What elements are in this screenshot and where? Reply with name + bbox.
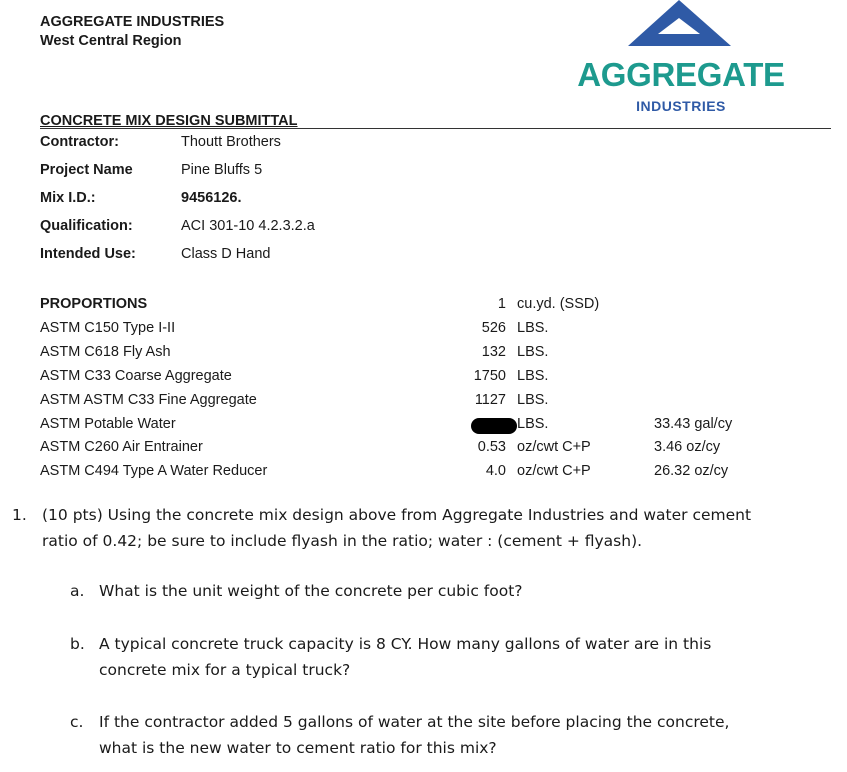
mix-id-value: 9456126. bbox=[181, 190, 242, 206]
part-label: c. bbox=[70, 713, 84, 731]
part-label: b. bbox=[70, 635, 85, 653]
part-text: What is the unit weight of the concrete per cubic foot? bbox=[99, 582, 523, 600]
project-name-label: Project Name bbox=[40, 162, 133, 178]
intended-use-value: Class D Hand bbox=[181, 246, 271, 262]
proportion-qty: 1750 bbox=[473, 368, 506, 384]
project-name-value: Pine Bluffs 5 bbox=[181, 162, 263, 178]
proportion-unit: oz/cwt C+P bbox=[517, 463, 591, 479]
proportion-name: ASTM C150 Type I-II bbox=[40, 320, 176, 336]
proportion-name: ASTM Potable Water bbox=[40, 416, 176, 432]
redacted-water-qty bbox=[471, 418, 517, 434]
proportion-unit: LBS. bbox=[517, 392, 549, 408]
contractor-label: Contractor: bbox=[40, 134, 119, 150]
question-text-line2: ratio of 0.42; be sure to include flyash in the ratio; water : (cement + flyash). bbox=[42, 532, 643, 550]
proportion-unit: LBS. bbox=[517, 368, 549, 384]
submittal-title: CONCRETE MIX DESIGN SUBMITTAL bbox=[40, 113, 298, 129]
proportion-name: ASTM ASTM C33 Fine Aggregate bbox=[40, 392, 257, 408]
company-region: West Central Region bbox=[40, 33, 182, 49]
company-name: AGGREGATE INDUSTRIES bbox=[40, 14, 225, 30]
proportions-header-qty: 1 bbox=[497, 296, 506, 312]
proportions-header-unit: cu.yd. (SSD) bbox=[517, 296, 600, 312]
contractor-value: Thoutt Brothers bbox=[181, 134, 281, 150]
proportion-qty: 0.53 bbox=[477, 439, 506, 455]
part-text-cont: concrete mix for a typical truck? bbox=[99, 661, 351, 679]
question-text-line1: (10 pts) Using the concrete mix design above from Aggregate Industries and water cement bbox=[42, 506, 752, 524]
proportion-qty: 4.0 bbox=[485, 463, 506, 479]
proportion-unit: oz/cwt C+P bbox=[517, 439, 591, 455]
logo-subtitle: INDUSTRIES bbox=[636, 98, 726, 114]
proportion-name: ASTM C618 Fly Ash bbox=[40, 344, 171, 360]
proportion-name: ASTM C260 Air Entrainer bbox=[40, 439, 203, 455]
part-text: If the contractor added 5 gallons of water at the site before placing the concrete, bbox=[99, 713, 730, 731]
qualification-label: Qualification: bbox=[40, 218, 133, 234]
proportion-extra: 33.43 gal/cy bbox=[654, 416, 733, 432]
proportion-unit: LBS. bbox=[517, 344, 549, 360]
proportion-unit: LBS. bbox=[517, 320, 549, 336]
proportion-name: ASTM C494 Type A Water Reducer bbox=[40, 463, 268, 479]
proportion-extra: 3.46 oz/cy bbox=[654, 439, 721, 455]
company-header bbox=[40, 13, 224, 51]
proportion-qty: 132 bbox=[481, 344, 506, 360]
question-number: 1. bbox=[12, 506, 27, 524]
header-divider bbox=[40, 128, 831, 129]
aggregate-logo bbox=[548, 0, 814, 124]
part-text-cont: what is the new water to cement ratio for this mix? bbox=[99, 739, 497, 757]
part-text: A typical concrete truck capacity is 8 CY. How many gallons of water are in this bbox=[99, 635, 712, 653]
mix-id-label: Mix I.D.: bbox=[40, 190, 96, 206]
proportion-qty: 526 bbox=[481, 320, 506, 336]
proportion-name: ASTM C33 Coarse Aggregate bbox=[40, 368, 232, 384]
logo-word: AGGREGATE bbox=[577, 56, 785, 93]
proportion-extra: 26.32 oz/cy bbox=[654, 463, 729, 479]
proportion-unit: LBS. bbox=[517, 416, 549, 432]
part-label: a. bbox=[70, 582, 85, 600]
intended-use-label: Intended Use: bbox=[40, 246, 136, 262]
proportion-qty: 1127 bbox=[474, 392, 506, 408]
proportions-header: PROPORTIONS bbox=[40, 296, 148, 312]
logo-triangle-icon bbox=[548, 0, 814, 60]
qualification-value: ACI 301-10 4.2.3.2.a bbox=[181, 218, 315, 234]
